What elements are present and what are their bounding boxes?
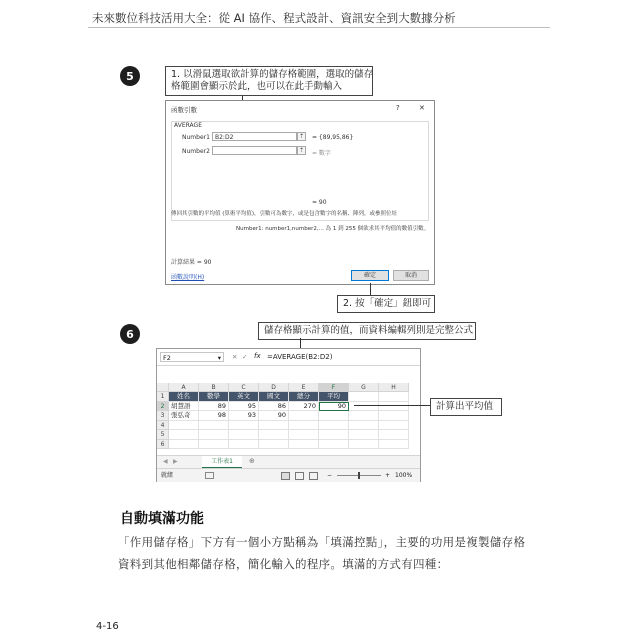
paragraph-line-1: 「作用儲存格」下方有一個小方點稱為「填滿控點」，主要的功用是複製儲存格 xyxy=(118,535,526,549)
page-break-view-icon[interactable] xyxy=(309,472,318,480)
cell[interactable]: 國文 xyxy=(259,392,289,402)
arg2-input[interactable] xyxy=(212,146,297,155)
name-box-value: F2 xyxy=(163,354,171,362)
cell[interactable] xyxy=(289,440,319,450)
function-arguments-dialog xyxy=(165,100,435,285)
cell[interactable]: 90 xyxy=(259,411,289,421)
cell[interactable] xyxy=(379,440,409,450)
cell[interactable] xyxy=(379,430,409,440)
column-header-a[interactable]: A xyxy=(169,383,199,392)
cell[interactable]: 95 xyxy=(229,402,259,412)
page-number: 4-16 xyxy=(96,621,119,632)
formula-result: 計算結果 = 90 xyxy=(171,259,212,266)
cell[interactable] xyxy=(169,430,199,440)
callout-select-range xyxy=(165,66,373,96)
column-header-g[interactable]: G xyxy=(349,383,379,392)
row-header[interactable]: 4 xyxy=(157,421,169,431)
cell[interactable]: 數學 xyxy=(199,392,229,402)
callout-select-range-line1: 1. 以滑鼠選取欲計算的儲存格範圍，選取的儲存 xyxy=(171,69,374,80)
cell[interactable] xyxy=(349,402,379,412)
row-header[interactable]: 6 xyxy=(157,440,169,450)
cell[interactable]: 98 xyxy=(199,411,229,421)
status-ready: 就緒 xyxy=(161,472,174,479)
cancel-icon[interactable]: ✕ xyxy=(232,353,238,361)
add-sheet-icon[interactable]: ⊕ xyxy=(249,457,255,465)
fx-icon[interactable]: fx xyxy=(254,352,261,360)
cell[interactable] xyxy=(379,421,409,431)
step-5-badge: 5 xyxy=(120,66,140,86)
column-header-c[interactable]: C xyxy=(229,383,259,392)
cell[interactable]: 86 xyxy=(259,402,289,412)
arg1-label: Number1 xyxy=(182,134,210,141)
sheet-tab-1[interactable]: 工作表1 xyxy=(202,456,242,469)
ok-button[interactable]: 確定 xyxy=(351,270,389,281)
result-preview: = 90 xyxy=(312,199,327,206)
cell[interactable]: 270 xyxy=(289,402,319,412)
callout-average-leader xyxy=(354,405,430,406)
tab-scroll-left-icon[interactable]: ◀ xyxy=(163,458,168,465)
function-help-link[interactable]: 函數說明(H) xyxy=(171,274,205,281)
cell[interactable] xyxy=(199,430,229,440)
column-header-b[interactable]: B xyxy=(199,383,229,392)
cell[interactable]: 總分 xyxy=(289,392,319,402)
column-header-h[interactable]: H xyxy=(379,383,409,392)
header-divider xyxy=(88,27,550,28)
cancel-button[interactable]: 取消 xyxy=(393,270,429,281)
cell[interactable] xyxy=(289,421,319,431)
cell[interactable]: 英文 xyxy=(229,392,259,402)
cell[interactable] xyxy=(229,421,259,431)
row-header[interactable]: 1 xyxy=(157,392,169,402)
cell[interactable] xyxy=(289,430,319,440)
column-header-e[interactable]: E xyxy=(289,383,319,392)
cell[interactable] xyxy=(199,421,229,431)
row-header[interactable]: 3 xyxy=(157,411,169,421)
excel-window xyxy=(156,348,421,482)
cell[interactable] xyxy=(349,440,379,450)
function-description: 傳回其引數的平均值 (算術平均值)，引數可為數字，或是包含數字的名稱、陣列，或參照位址 xyxy=(171,211,398,217)
status-bar xyxy=(157,468,420,482)
macro-record-icon[interactable] xyxy=(205,472,214,479)
function-name: AVERAGE xyxy=(174,122,202,129)
zoom-out-icon[interactable]: − xyxy=(327,472,333,479)
callout-formula-bar: 儲存格顯示計算的值，而資料編輯列則是完整公式 xyxy=(258,322,476,340)
tab-scroll-right-icon[interactable]: ▶ xyxy=(173,458,178,465)
callout-average: 計算出平均值 xyxy=(430,398,502,416)
cell[interactable] xyxy=(259,440,289,450)
page-layout-view-icon[interactable] xyxy=(295,472,304,480)
select-all-corner[interactable] xyxy=(157,383,169,392)
paragraph-line-2: 資料到其他相鄰儲存格，簡化輸入的程序。填滿的方式有四種： xyxy=(118,557,449,571)
formula-input[interactable]: =AVERAGE(B2:D2) xyxy=(267,353,333,361)
cell[interactable]: 89 xyxy=(199,402,229,412)
cell[interactable] xyxy=(319,411,349,421)
argument-help: Number1: number1,number2,... 為 1 到 255 個欲求其平均值的數值引數。 xyxy=(236,226,430,232)
section-title: 自動填滿功能 xyxy=(120,511,204,527)
cell[interactable] xyxy=(319,440,349,450)
cell[interactable] xyxy=(379,411,409,421)
column-header-f[interactable]: F xyxy=(319,383,349,392)
cell[interactable] xyxy=(349,421,379,431)
cell[interactable] xyxy=(379,392,409,402)
cell[interactable]: 平均 xyxy=(319,392,349,402)
cell[interactable] xyxy=(229,430,259,440)
sheet-tab-bar xyxy=(157,455,420,468)
arg1-input[interactable]: B2:D2 xyxy=(212,132,297,141)
cell[interactable] xyxy=(319,430,349,440)
dialog-close-icon[interactable]: ✕ xyxy=(419,104,425,112)
cell[interactable] xyxy=(169,440,199,450)
book-title: 未來數位科技活用大全：從 AI 協作、程式設計、資訊安全到大數據分析 xyxy=(92,11,456,25)
cell[interactable] xyxy=(349,411,379,421)
row-header[interactable]: 2 xyxy=(157,402,169,412)
name-box-dropdown-icon[interactable]: ▾ xyxy=(217,354,221,362)
dialog-title: 函數引數 xyxy=(171,106,197,114)
enter-icon[interactable]: ✓ xyxy=(242,353,248,361)
cell[interactable] xyxy=(349,392,379,402)
cell[interactable] xyxy=(259,430,289,440)
column-header-d[interactable]: D xyxy=(259,383,289,392)
cell[interactable] xyxy=(379,402,409,412)
name-box[interactable] xyxy=(160,352,224,362)
zoom-in-icon[interactable]: + xyxy=(385,472,391,479)
cell[interactable]: 胡慧語 xyxy=(169,402,199,412)
formula-bar xyxy=(157,349,420,366)
cell[interactable] xyxy=(319,421,349,431)
cell[interactable] xyxy=(349,430,379,440)
cell[interactable] xyxy=(259,421,289,431)
arg1-collapse-icon[interactable]: ⇡ xyxy=(298,133,305,140)
zoom-slider-thumb[interactable] xyxy=(358,472,360,479)
normal-view-icon[interactable] xyxy=(281,472,290,480)
step-6-badge: 6 xyxy=(120,324,140,344)
callout-select-range-line2: 格範圍會顯示於此，也可以在此手動輸入 xyxy=(171,81,343,92)
cell[interactable] xyxy=(199,440,229,450)
arg2-label: Number2 xyxy=(182,148,210,155)
cell[interactable] xyxy=(169,421,199,431)
active-cell-f2[interactable]: 90 xyxy=(319,402,349,412)
callout-press-ok: 2. 按「確定」鈕即可 xyxy=(337,295,435,313)
row-header[interactable]: 5 xyxy=(157,430,169,440)
cell[interactable]: 93 xyxy=(229,411,259,421)
arg1-result: = {89,95,86} xyxy=(312,134,354,141)
arg2-result: = 數字 xyxy=(312,150,331,157)
cell[interactable] xyxy=(229,440,259,450)
cell[interactable]: 張弘奇 xyxy=(169,411,199,421)
cell[interactable] xyxy=(289,411,319,421)
dialog-help-icon[interactable]: ? xyxy=(396,104,400,112)
cell[interactable]: 姓名 xyxy=(169,392,199,402)
zoom-level: 100% xyxy=(395,472,413,479)
arg2-collapse-icon[interactable]: ⇡ xyxy=(298,147,305,154)
